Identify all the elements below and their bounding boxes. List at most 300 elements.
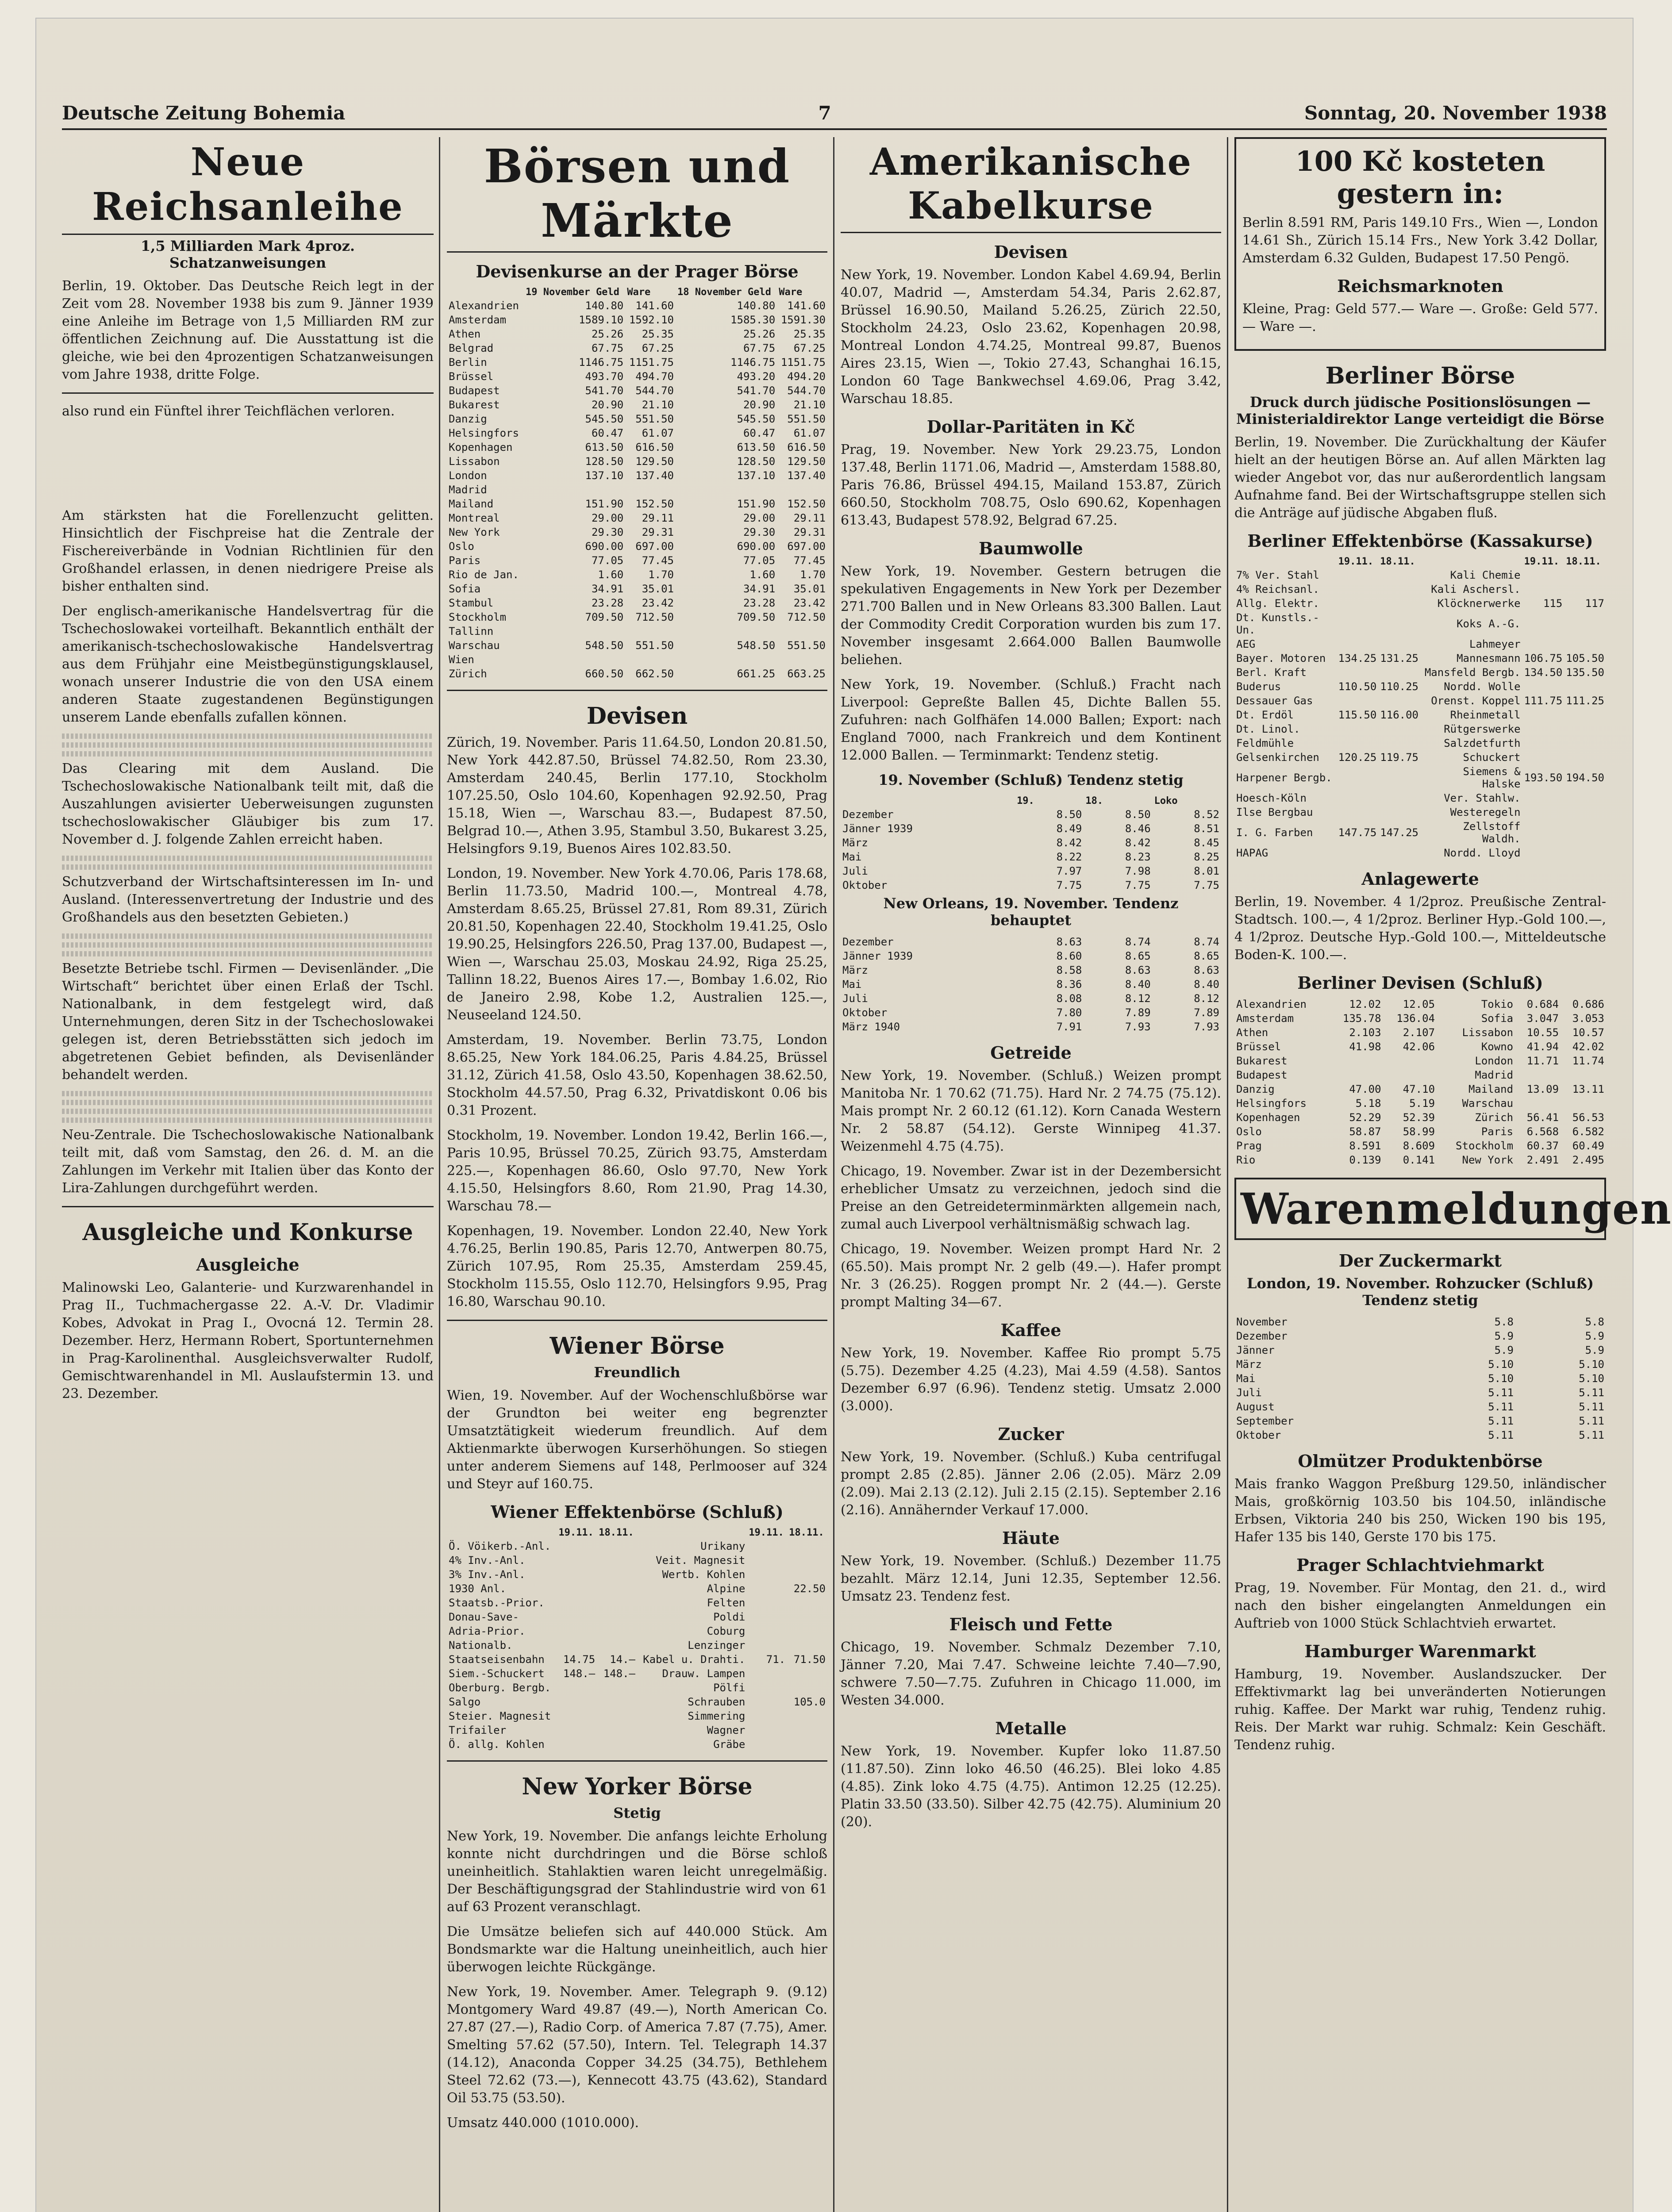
table-cell — [1337, 764, 1379, 791]
table-cell: Mansfeld Bergb. — [1424, 666, 1521, 679]
table-cell: Schuckert — [1463, 751, 1521, 764]
table-row — [447, 568, 827, 582]
table-cell — [787, 1596, 827, 1610]
table-cell: 8.25 — [1194, 851, 1219, 863]
table-cell: 8.63 — [1194, 964, 1219, 976]
box-title: 100 Kč kosteten gestern in: — [1295, 145, 1545, 210]
table-cell: 493.70 — [585, 370, 624, 383]
table-cell: 0.139 — [1349, 1154, 1381, 1166]
table-cell — [1337, 611, 1379, 637]
table-cell: Coburg — [707, 1625, 746, 1637]
table-cell: 141.60 — [787, 300, 826, 312]
devisen-table — [447, 286, 827, 681]
table-cell: 1.70 — [800, 568, 826, 581]
table-cell: 5.9 — [1494, 1330, 1514, 1342]
table-cell — [1522, 568, 1564, 582]
table-cell: Harpener Bergb. — [1236, 772, 1332, 784]
exchange-box — [1234, 137, 1606, 351]
table-cell: Donau-Save- — [449, 1611, 519, 1623]
table-cell: 4% Inv.-Anl. — [449, 1554, 526, 1567]
table-cell: 29.11 — [642, 512, 674, 524]
table-cell: Jänner — [1236, 1344, 1275, 1356]
article-paragraph: Wien, 19. November. Auf der Wochenschlußbörse war der Grundton bei weiter eng begrenzter Umsatztätigkeit wiederum freundlich. Auf dem Aktienmarkte überwogen Kurserhöhungen. So stiegen unter anderem Siemens auf 148, Perlmooser auf 324 und Steyr auf 160.75. — [447, 1388, 827, 1492]
table-cell: 147.75 — [1338, 826, 1377, 839]
article-paragraph: Berlin, 19. November. Die Zurückhaltung der Käufer hielt an der heutigen Börse an. Auf allen Märkten lag wieder Angebot vor, das nur außerordentlich langsam Aufnahme fand. Bei der Wirtschaftsgruppe stellen sich die Anträge auf jüdische Abgaben fluß. — [1234, 434, 1606, 521]
table-cell: Kowno — [1481, 1041, 1514, 1053]
table-cell: Brüssel — [449, 370, 494, 383]
heading-berliner-devisen: Berliner Devisen (Schluß) — [1297, 973, 1543, 993]
table-cell: 8.63 — [1056, 936, 1082, 948]
table-cell: 135.78 — [1342, 1012, 1381, 1025]
table-row — [1234, 1153, 1606, 1167]
article-paragraph: Berlin, 19. Oktober. Das Deutsche Reich legt in der Zeit vom 28. November 1938 bis zum 9. Jänner 1939 eine Anleihe im Betrage von 1,5 Milliarden RM zur öffentlichen Zeichnung auf. Die Ausstattung ist die gleiche, wie bei den 4prozentigen Schatzanweisungen vom Jahre 1938, dritte Folge. — [62, 278, 434, 382]
article-paragraph: Neu-Zentrale. Die Tschechoslowakische Nationalbank teilt mit, daß vom Samstag, den 26. d. M. an die Zahlungen im Verkehr mit Italien über das Konto der Lira-Zahlungen durchgeführt werden. — [62, 1127, 434, 1196]
table-cell: 5.9 — [1494, 1344, 1514, 1356]
table-row — [447, 327, 827, 341]
table-cell: Jänner 1939 — [842, 950, 913, 962]
table-cell: 29.31 — [642, 526, 674, 538]
table-cell: 712.50 — [787, 611, 826, 623]
table-cell: 2.495 — [1572, 1154, 1604, 1166]
article-paragraph: New York, 19. November. Kaffee Rio prompt 5.75 (5.75). Dezember 4.25 (4.23), Mai 4.59 (4.58). Santos Dezember 6.97 (6.96). Tendenz stetig. Umsatz 2.000 (3.000). — [841, 1345, 1221, 1414]
table-cell: 494.20 — [787, 370, 826, 383]
table-cell: 25.35 — [642, 328, 674, 340]
table-row — [447, 1723, 827, 1737]
table-cell: Lissabon — [1462, 1026, 1514, 1039]
table-cell — [747, 1610, 787, 1624]
table-cell — [1378, 611, 1420, 637]
subheading-stetig: Stetig — [613, 1805, 661, 1821]
table-cell: Juli — [842, 865, 868, 877]
table-cell — [1564, 819, 1606, 846]
table-cell: Ver. Stahlw. — [1444, 792, 1521, 804]
table-cell: 151.90 — [737, 498, 776, 510]
table-cell: 42.06 — [1403, 1041, 1435, 1053]
table-cell: 712.50 — [635, 611, 674, 623]
table-cell — [777, 624, 827, 638]
table-cell: Wertb. Kohlen — [662, 1568, 746, 1581]
table-cell: 5.19 — [1409, 1097, 1435, 1110]
table-cell: Zürich — [449, 668, 487, 680]
table-cell — [1329, 1068, 1383, 1082]
table-cell — [557, 1681, 597, 1695]
article-paragraph: Der englisch-amerikanische Handelsvertrag für die Tschechoslowakei vorteilhaft. Bekanntlich enthält der amerikanisch-tschechoslowakische Handelsvertrag aus dem Frühjahr eine Meistbegünstigungsklausel, wonach unserer Industrie die von den USA einem anderen Staate zugestandenen Begünstigungen unserem Lande ebenfalls zufallen können. — [62, 603, 434, 725]
table-row — [841, 1020, 1221, 1034]
table-cell: 545.50 — [585, 413, 624, 425]
table-cell: 661.25 — [737, 668, 776, 680]
table-cell: Kali Chemie — [1450, 569, 1521, 581]
table-cell: Ö. Vöikerb.-Anl. — [449, 1540, 551, 1552]
table-cell: 5.11 — [1579, 1429, 1604, 1441]
table-row — [841, 991, 1221, 1006]
text-filler — [62, 1118, 434, 1123]
heading-getreide: Getreide — [990, 1043, 1072, 1063]
article-paragraph: Hamburg, 19. November. Auslandszucker. Der Effektivmarkt lag bei unveränderten Notierungen ruhig. Kaffee. Der Markt war ruhig, Tendenz ruhig. Reis. Der Markt war ruhig. Schmalz: Kein Geschäft. Tendenz ruhig. — [1234, 1667, 1606, 1753]
table-cell: 14.75 — [563, 1653, 596, 1666]
table-cell: 8.51 — [1194, 822, 1219, 835]
table-cell: 77.45 — [793, 554, 826, 567]
table-cell: 8.40 — [1194, 978, 1219, 991]
table-cell: 29.30 — [591, 526, 624, 538]
table-cell: I. G. Farben — [1236, 826, 1313, 839]
table-cell: Koks A.-G. — [1457, 618, 1521, 630]
table-row — [1234, 805, 1606, 819]
table-cell: 61.07 — [793, 427, 826, 439]
table-row — [447, 624, 827, 638]
table-cell: 551.50 — [787, 413, 826, 425]
table-row — [447, 426, 827, 440]
table-cell: 35.01 — [642, 583, 674, 595]
table-header: 19.11. — [558, 1527, 594, 1538]
table-cell: Alexandrien — [449, 300, 519, 312]
table-cell — [1337, 722, 1379, 736]
table-cell — [787, 1681, 827, 1695]
table-cell: 35.01 — [793, 583, 826, 595]
table-cell: Stambul — [449, 597, 494, 609]
subheading-freundlich: Freundlich — [594, 1364, 680, 1381]
table-cell: 137.40 — [635, 469, 674, 482]
table-cell: Simmering — [688, 1710, 746, 1722]
column-rule — [1227, 137, 1228, 2212]
table-cell — [1522, 582, 1564, 596]
table-cell: 5.8 — [1494, 1316, 1514, 1328]
table-row — [447, 653, 827, 667]
table-cell — [1378, 596, 1420, 611]
table-cell: Felten — [707, 1597, 746, 1609]
table-cell: 106.75 — [1524, 652, 1563, 664]
table-cell: 663.25 — [787, 668, 826, 680]
table-cell: Montreal — [449, 512, 500, 524]
table-cell: 493.20 — [737, 370, 776, 383]
table-cell — [747, 1539, 787, 1553]
table-cell: Oktober — [842, 879, 888, 891]
table-row — [841, 822, 1221, 836]
table-cell — [557, 1582, 597, 1596]
table-cell: Mai — [842, 978, 862, 991]
table-cell: Veit. Magnesit — [656, 1554, 746, 1567]
table-cell: Wagner — [707, 1724, 746, 1736]
article-paragraph: Chicago, 19. November. Weizen prompt Hard Nr. 2 (65.50). Mais prompt Nr. 2 gelb (49.—). Hafer prompt Nr. 3 (26.25). Roggen prompt Nr. 2 (44.—). Gerste prompt Malting 34—67. — [841, 1241, 1221, 1310]
table-row — [447, 355, 827, 369]
table-cell — [1564, 750, 1606, 764]
table-row — [1234, 846, 1606, 860]
table-row — [841, 850, 1221, 864]
table-cell — [787, 1624, 827, 1638]
heading-produktenboerse: Olmützer Produktenbörse — [1298, 1451, 1543, 1471]
article-paragraph: New York, 19. November. London Kabel 4.69.94, Berlin 40.07, Madrid —, Amsterdam 54.34, Paris 2.62.87, Brüssel 16.90.50, Mailand 5.26.25, Zürich 22.50, Stockholm 24.23, Oslo 23.62, Kopenhagen 20.98, Montreal London 4.74.25, Montreal 99.87, Buenos Aires 23.15, Wien —, Tokio 27.43, Schanghai 16.15, London 60 Tage Bankwechsel 4.69.06, Prag 3.42, Warschau 18.85. — [841, 267, 1221, 407]
article-paragraph: New York, 19. November. (Schluß.) Kuba centrifugal prompt 2.85 (2.85). Jänner 2.06 (2.05). März 2.09 (2.09). Mai 2.13 (2.12). Juli 2.15 (2.15). September 2.16 (2.16). Annähernder Verkauf 17.000. — [841, 1449, 1221, 1518]
table-cell: 1.60 — [598, 568, 624, 581]
table-row — [841, 1006, 1221, 1020]
table-row — [447, 1667, 827, 1681]
table-cell: Dt. Linol. — [1236, 723, 1300, 735]
table-cell: 61.07 — [642, 427, 674, 439]
table-row — [447, 539, 827, 553]
table-cell — [1564, 637, 1606, 651]
article-paragraph: also rund ein Fünftel ihrer Teichflächen verloren. — [62, 403, 395, 419]
table-cell: 29.11 — [793, 512, 826, 524]
table-cell: 23.28 — [591, 597, 624, 609]
table-row — [841, 878, 1221, 892]
table-cell: 3.047 — [1526, 1012, 1559, 1025]
table-cell: 23.42 — [642, 597, 674, 609]
table-cell — [1564, 680, 1606, 694]
table-cell: März — [1236, 1358, 1262, 1371]
article-paragraph: New York, 19. November. (Schluß.) Dezember 11.75 bezahlt. März 12.14, Juni 12.35, September 12.56. Umsatz 23. Tendenz fest. — [841, 1553, 1221, 1604]
table-cell: 152.50 — [787, 498, 826, 510]
table-cell: 2.107 — [1403, 1026, 1435, 1039]
masthead-date: Sonntag, 20. November 1938 — [1304, 102, 1607, 124]
table-cell — [777, 483, 827, 497]
table-cell — [747, 1681, 787, 1695]
table-cell: 616.50 — [787, 441, 826, 453]
table-cell: 41.94 — [1526, 1041, 1559, 1053]
table-cell — [1378, 736, 1420, 750]
table-cell: 140.80 — [585, 300, 624, 312]
table-cell: 1589.10 — [579, 314, 624, 326]
table-cell: 135.50 — [1566, 666, 1604, 679]
table-cell: 41.98 — [1349, 1041, 1381, 1053]
table-cell: 77.45 — [642, 554, 674, 567]
divider — [447, 1320, 827, 1321]
table-cell: 117 — [1585, 597, 1604, 610]
table-cell: 5.18 — [1355, 1097, 1381, 1110]
table-cell: 47.10 — [1403, 1083, 1435, 1095]
article-paragraph: Stockholm, 19. November. London 19.42, Berlin 166.—, Paris 10.95, Brüssel 70.25, Zürich 93.75, Amsterdam 225.—, Kopenhagen 86.60, Oslo 97.70, New York 4.15.50, Helsingfors 8.60, Rom 21.90, Prag 14.30, Warschau 78.— — [447, 1128, 827, 1214]
table-cell: Siemens & Halske — [1463, 765, 1521, 790]
heading-schlachtvieh: Prager Schlachtviehmarkt — [1296, 1555, 1544, 1575]
berliner-devisen-table — [1234, 997, 1606, 1167]
table-cell — [747, 1709, 787, 1723]
table-header: 18 November Geld — [677, 287, 771, 298]
table-row — [1234, 1371, 1606, 1386]
table-cell: 8.42 — [1056, 837, 1082, 849]
table-cell: 7.75 — [1056, 879, 1082, 891]
table-cell: Gräbe — [713, 1738, 746, 1751]
text-filler — [62, 864, 434, 870]
zucker-table — [1234, 1315, 1606, 1442]
article-paragraph: Kopenhagen, 19. November. London 22.40, New York 4.76.25, Berlin 190.85, Paris 12.70, Antwerpen 80.75, Zürich 107.95, Rom 25.35, Amsterdam 259.45, Stockholm 115.55, Oslo 112.70, Helsingfors 9.95, Prag 16.80, Warschau 90.10. — [447, 1223, 827, 1310]
table-cell — [557, 1695, 597, 1709]
cotton-no-table — [841, 935, 1221, 1034]
table-cell: 29.31 — [793, 526, 826, 538]
table-cell — [1564, 611, 1606, 637]
table-cell: 128.50 — [737, 455, 776, 468]
heading-berliner-effekten: Berliner Effektenbörse (Kassakurse) — [1247, 531, 1593, 551]
table-cell — [597, 1638, 637, 1652]
table-row — [841, 963, 1221, 977]
table-cell — [1564, 846, 1606, 860]
table-cell: 60.37 — [1526, 1140, 1559, 1152]
table-cell: 3% Inv.-Anl. — [449, 1568, 526, 1581]
table-cell: Nordd. Wolle — [1444, 680, 1521, 693]
column-1 — [62, 137, 434, 2212]
table-cell: 67.75 — [591, 342, 624, 354]
table-cell — [787, 1539, 827, 1553]
table-cell: 8.609 — [1403, 1140, 1435, 1152]
table-cell: Madrid — [1475, 1069, 1514, 1081]
table-cell: 128.50 — [585, 455, 624, 468]
table-row — [841, 949, 1221, 963]
table-cell: 551.50 — [635, 639, 674, 652]
table-cell: Rio — [1236, 1154, 1256, 1166]
table-cell: 8.08 — [1056, 992, 1082, 1005]
table-cell: 148.— — [603, 1667, 635, 1680]
table-header: 19 November Geld — [526, 287, 619, 298]
table-cell: 8.50 — [1125, 808, 1151, 821]
table-cell: 129.50 — [787, 455, 826, 468]
table-cell: 13.11 — [1572, 1083, 1604, 1095]
table-cell: Kopenhagen — [449, 441, 513, 453]
table-cell: Tallinn — [449, 625, 494, 637]
table-cell: Helsingfors — [449, 427, 519, 439]
table-cell — [1329, 1054, 1383, 1068]
divider — [447, 1760, 827, 1762]
table-row — [447, 454, 827, 469]
table-cell: 0.686 — [1572, 998, 1604, 1010]
table-cell — [1378, 846, 1420, 860]
table-header: 18. — [1085, 795, 1103, 806]
article-paragraph: New York, 19. November. Gestern betrugen die spekulativen Engagements in New York per Dezember 271.700 Ballen und in New Orleans 83.300 Ballen. Laut der Commodity Credit Corporation wurden bis zum 17. November insgesamt 2.664.000 Ballen Baumwolle beliehen. — [841, 564, 1221, 668]
table-cell: 8.52 — [1194, 808, 1219, 821]
table-cell: Alexandrien — [1236, 998, 1307, 1010]
table-row — [1234, 708, 1606, 722]
table-cell: 71. — [766, 1653, 786, 1666]
box-text: Berlin 8.591 RM, Paris 149.10 Frs., Wien —, London 14.61 Sh., Zürich 15.14 Frs., New York 3.42 Dollar, Amsterdam 6.32 Gulden, Budapest 17.50 Pengö. — [1242, 215, 1598, 266]
article-paragraph: Prag, 19. November. New York 29.23.75, London 137.48, Berlin 1171.06, Madrid —, Amsterdam 1588.80, Paris 76.86, Brüssel 494.15, Mailand 153.87, Zürich 660.50, Stockholm 708.75, Oslo 690.62, Kopenhagen 613.43, Budapest 578.92, Belgrad 67.25. — [841, 442, 1221, 528]
table-row — [447, 1638, 827, 1652]
table-cell: 131.25 — [1380, 652, 1418, 664]
table-cell — [1383, 1054, 1437, 1068]
text-filler — [62, 856, 434, 861]
table-cell: Alpine — [707, 1582, 746, 1595]
table-row — [447, 1610, 827, 1624]
table-cell: Athen — [1236, 1026, 1268, 1039]
table-cell: 5.11 — [1488, 1415, 1514, 1427]
article-paragraph: New York, 19. November. (Schluß.) Fracht nach Liverpool: Gepreßte Ballen 45, Dichte Ballen 55. Zufuhren: nach Golfhäfen 14.000 Ballen; Export: nach England 7000, nach Frankreich und dem Kontinent 12.000 Ballen. — Terminmarkt: Tendenz stetig. — [841, 677, 1221, 763]
table-cell: Nationalb. — [449, 1639, 513, 1651]
table-cell — [557, 1624, 597, 1638]
table-cell: Staatseisenbahn — [449, 1653, 545, 1666]
table-row — [447, 398, 827, 412]
table-cell — [747, 1624, 787, 1638]
table-row — [1234, 665, 1606, 680]
table-cell — [1564, 708, 1606, 722]
table-cell: Hoesch-Köln — [1236, 792, 1307, 804]
article-paragraph: London, 19. November. New York 4.70.06, Paris 178.68, Berlin 11.73.50, Madrid 100.—, Montreal 4.78, Amsterdam 8.65.25, Brüssel 27.81, Rom 89.31, Zürich 20.81.50, Kopenhagen 22.40, Stockholm 19.41.25, Oslo 19.90.25, Helsingfors 226.50, Prag 137.00, Budapest —, Wien —, Warschau 25.03, Moskau 24.92, Riga 25.25, Tallinn 18.22, Buenos Aires 17.—, Bombay 1.6.02, Rio de Janeiro 2.98, Kobe 1.2, Australien 125.—, Neuseeland 124.50. — [447, 866, 827, 1023]
box-text: Kleine, Prag: Geld 577.— Ware —. Große: Geld 577.— Ware —. — [1242, 301, 1598, 334]
table-cell: 137.40 — [787, 469, 826, 482]
table-cell — [557, 1709, 597, 1723]
table-cell — [1337, 568, 1379, 582]
table-cell — [557, 1553, 597, 1567]
table-cell — [1378, 665, 1420, 680]
table-cell — [787, 1553, 827, 1567]
table-cell: 7.75 — [1125, 879, 1151, 891]
table-cell: 11.71 — [1526, 1055, 1559, 1067]
table-cell: November — [1236, 1316, 1288, 1328]
table-cell — [625, 624, 676, 638]
table-cell: Poldi — [713, 1611, 746, 1623]
text-filler — [62, 933, 434, 939]
table-cell: Oslo — [449, 540, 474, 553]
table-cell — [1564, 805, 1606, 819]
table-cell: 494.70 — [635, 370, 674, 383]
table-cell: 77.05 — [591, 554, 624, 567]
table-cell: 58.99 — [1403, 1125, 1435, 1138]
table-row — [447, 412, 827, 426]
table-cell: 1151.75 — [780, 356, 826, 369]
table-cell — [1522, 750, 1564, 764]
cotton-ny-table — [841, 795, 1221, 892]
table-cell: 551.50 — [787, 639, 826, 652]
heading-baumwolle: Baumwolle — [979, 538, 1083, 558]
cotton-table-title: 19. November (Schluß) Tendenz stetig — [878, 772, 1184, 788]
table-row — [447, 384, 827, 398]
article-paragraph: Am stärksten hat die Forellenzucht gelitten. Hinsichtlich der Fischpreise hat die Zentrale der Fischereiverbände in Vodnian Richtlinien für den Großhandel erlassen, in denen niedrigere Preise als bisher enthalten sind. — [62, 508, 434, 594]
table-cell — [1515, 1096, 1561, 1110]
table-cell: 29.00 — [591, 512, 624, 524]
table-cell: 5.9 — [1585, 1330, 1604, 1342]
table-row — [447, 1553, 827, 1567]
table-cell: 8.74 — [1125, 936, 1151, 948]
table-cell — [1337, 791, 1379, 805]
table-cell: Bukarest — [449, 399, 500, 411]
table-cell: 134.25 — [1338, 652, 1377, 664]
masthead-page-number: 7 — [818, 102, 831, 124]
table-row — [1234, 736, 1606, 750]
table-cell: Schrauben — [688, 1696, 746, 1708]
heading-haeute: Häute — [1002, 1528, 1060, 1548]
table-row — [447, 667, 827, 681]
table-cell — [597, 1553, 637, 1567]
table-cell: 6.568 — [1526, 1125, 1559, 1138]
table-cell — [747, 1667, 787, 1681]
table-cell: Zellstoff Waldh. — [1463, 820, 1521, 845]
table-cell: Feldmühle — [1236, 737, 1294, 749]
column-4 — [1234, 137, 1672, 2212]
table-cell — [787, 1667, 827, 1681]
table-cell: 662.50 — [635, 668, 674, 680]
table-cell: 541.70 — [737, 384, 776, 397]
table-cell: Pölfi — [713, 1682, 746, 1694]
table-cell: 67.75 — [743, 342, 776, 354]
text-filler — [62, 1091, 434, 1096]
warenmeldungen-banner — [1234, 1178, 1672, 1240]
table-cell: 613.50 — [585, 441, 624, 453]
table-cell: Salzdetfurth — [1444, 737, 1521, 749]
table-cell: Staatsb.-Prior. — [449, 1597, 545, 1609]
table-cell — [1378, 568, 1420, 582]
article-paragraph: Chicago, 19. November. Schmalz Dezember 7.10, Jänner 7.20, Mai 7.47. Schweine leichte 7.40—7.90, schwere 7.50—7.75. Zufuhren in Chicago 11.000, im Westen 34.000. — [841, 1640, 1221, 1708]
table-cell: 136.04 — [1396, 1012, 1435, 1025]
article-paragraph: Das Clearing mit dem Ausland. Die Tschechoslowakische Nationalbank teilt mit, daß die Auszahlungen avisierter Ueberweisungen zugunsten tschechoslowakischer Gläubiger bis zum 17. November d. J. folgende Zahlen erreicht haben. — [62, 761, 434, 847]
heading-dollar-paritaeten: Dollar-Paritäten in Kč — [926, 417, 1135, 437]
table-cell: 613.50 — [737, 441, 776, 453]
table-cell — [1522, 611, 1564, 637]
table-cell — [1561, 1068, 1606, 1082]
table-cell — [1564, 582, 1606, 596]
table-cell: Paris — [449, 554, 481, 567]
table-cell: Jänner 1939 — [842, 822, 913, 835]
table-cell: 120.25 — [1338, 751, 1377, 764]
heading-metalle: Metalle — [995, 1718, 1067, 1738]
column-rule — [439, 137, 440, 2212]
article-paragraph: Malinowski Leo, Galanterie- und Kurzwarenhandel in Prag II., Tuchmachergasse 22. A.-V. Dr. Vladimir Kobes, Advokat in Prag I., Ovocná 12. Termin 28. Dezember. Herz, Hermann Robert, Sportunternehmen in Prag-Karolinenthal. Ausgleichsverwalter Rudolf, Gemischtwarenhandel in Ml. Auslaufstermin 13. und 23. Dezember. — [62, 1280, 434, 1402]
table-cell — [787, 1567, 827, 1582]
table-cell: Stockholm — [449, 611, 507, 623]
headline-reichsanleihe: Neue Reichsanleihe — [62, 137, 434, 235]
